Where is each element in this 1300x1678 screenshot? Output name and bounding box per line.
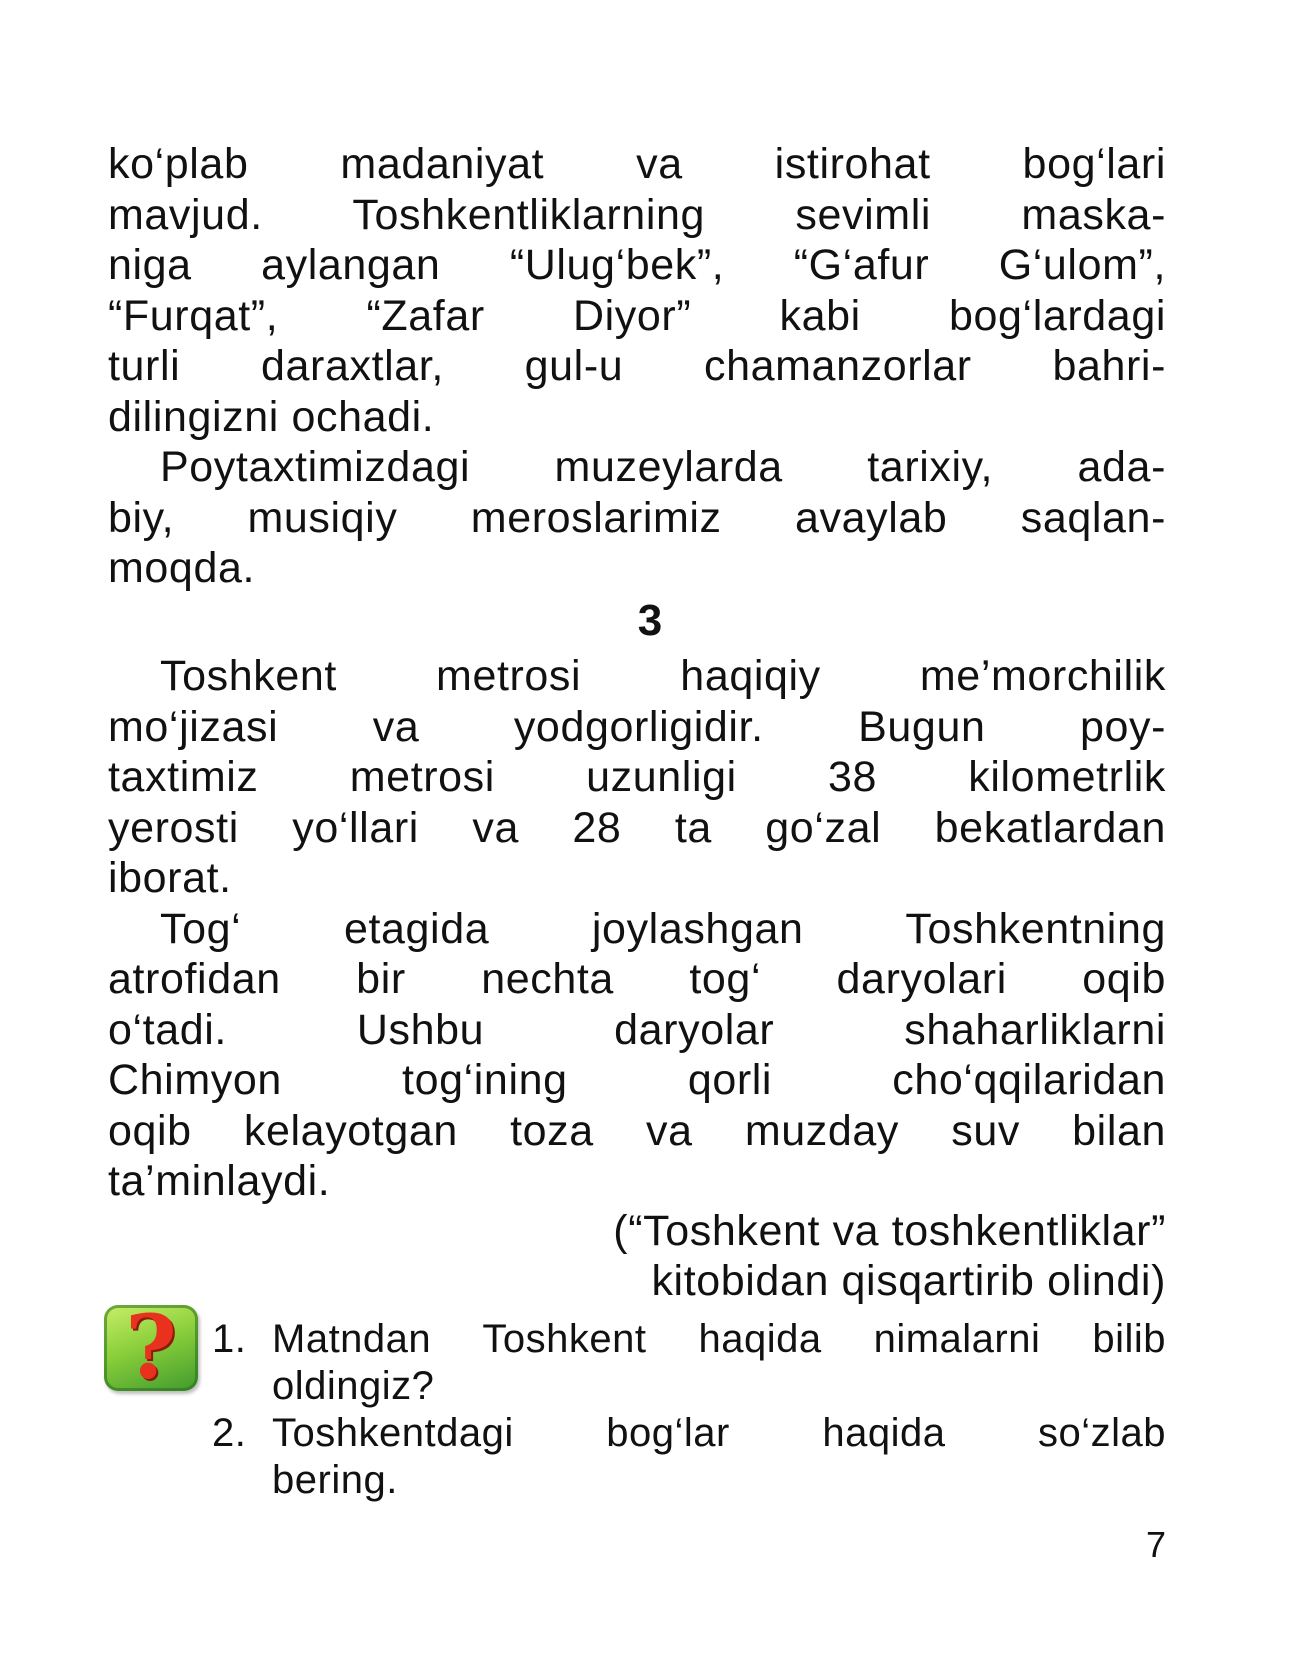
paragraph-rivers: [108, 904, 1166, 1207]
paragraph-metro: [108, 651, 1166, 904]
question-number: 2.: [212, 1411, 247, 1455]
text-line: oqib kelayotgan toza va muzday suv bilan: [108, 1106, 1166, 1155]
text-line: ko‘plab madaniyat va istirohat bog‘lari: [108, 140, 1166, 188]
page-number: 7: [1145, 1524, 1166, 1565]
text-line: Toshkent metrosi haqiqiy me’morchilik: [160, 652, 1166, 700]
source-citation: [366, 1206, 1166, 1306]
text-line: moqda.: [108, 544, 256, 592]
question-number: 1.: [212, 1317, 247, 1361]
question-glyph: ?: [125, 1305, 177, 1391]
text-line: Tog‘ etagida joylashgan Toshkentning: [160, 904, 1166, 953]
text-line: niga aylangan “Ulug‘bek”, “G‘afur G‘ulom”,: [108, 241, 1166, 289]
text-line: “Furqat”, “Zafar Diyor” kabi bog‘lardagi: [108, 291, 1166, 340]
question-line: Toshkentdagi bog‘lar haqida so‘zlab: [272, 1411, 1166, 1455]
question-line: Matndan Toshkent haqida nimalarni bilib: [272, 1317, 1166, 1361]
question-item: [212, 1410, 1166, 1504]
question-mark-icon: [104, 1305, 198, 1391]
question-line: bering.: [272, 1458, 398, 1502]
paragraph-museums: [108, 442, 1166, 594]
text-line: iborat.: [108, 854, 232, 902]
citation-line-2: kitobidan qisqartirib olindi): [651, 1257, 1166, 1305]
text-line: yerosti yo‘llari va 28 ta go‘zal bekatlardan: [108, 803, 1166, 852]
text-block-top: [108, 139, 1166, 594]
text-line: dilingizni ochadi.: [108, 392, 435, 441]
text-block-bottom: [108, 651, 1166, 1207]
section-number: 3: [637, 596, 663, 645]
text-line: Chimyon tog‘ining qorli cho‘qqilaridan: [108, 1056, 1166, 1104]
text-line: ta’minlaydi.: [108, 1157, 331, 1205]
text-line: Poytaxtimizdagi muzeylarda tarixiy, ada-: [160, 443, 1166, 491]
text-line: mavjud. Toshkentliklarning sevimli maska-: [108, 190, 1166, 239]
text-line: atrofidan bir nechta tog‘ daryolari oqib: [108, 955, 1166, 1003]
paragraph-parks: [108, 139, 1166, 442]
text-line: taxtimiz metrosi uzunligi 38 kilometrlik: [108, 753, 1166, 801]
text-line: biy, musiqiy meroslarimiz avaylab saqlan-: [108, 493, 1166, 542]
question-line: oldingiz?: [272, 1364, 435, 1408]
text-line: turli daraxtlar, gul-u chamanzorlar bahri-: [108, 342, 1166, 390]
text-line: mo‘jizasi va yodgorligidir. Bugun poy-: [108, 702, 1166, 751]
question-item: [212, 1316, 1166, 1410]
citation-line-1: (“Toshkent va toshkentliklar”: [613, 1207, 1166, 1255]
text-line: o‘tadi. Ushbu daryolar shaharliklarni: [108, 1005, 1166, 1054]
questions-list: [212, 1316, 1166, 1504]
